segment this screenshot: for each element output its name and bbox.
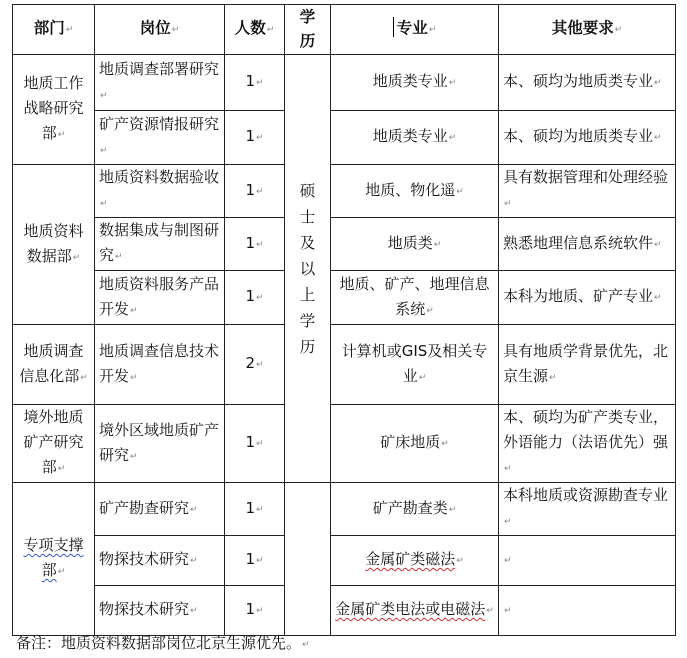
major-cell: 地质类专业↵	[331, 111, 499, 165]
count-cell: 1↵	[225, 111, 285, 165]
position-cell: 矿产资源情报研究↵	[95, 111, 225, 165]
dept-cell: 地质工作战略研究部↵	[13, 55, 95, 165]
count-cell: 1↵	[225, 218, 285, 271]
dept-cell: 境外地质矿产研究部↵	[13, 405, 95, 483]
other-cell: 本科为地质、矿产专业↵	[499, 271, 676, 325]
major-cell: 矿产勘查类↵	[331, 483, 499, 536]
table-row	[13, 218, 676, 271]
table-row	[13, 536, 676, 586]
position-cell: 物探技术研究↵	[95, 586, 225, 636]
count-cell: 1↵	[225, 536, 285, 586]
position-cell: 数据集成与制图研究↵	[95, 218, 225, 271]
major-cell: 矿床地质↵	[331, 405, 499, 483]
position-cell: 矿产勘查研究↵	[95, 483, 225, 536]
major-cell: 地质、矿产、地理信息系统↵	[331, 271, 499, 325]
education-cell-empty	[285, 483, 331, 636]
major-cell: 地质类↵	[331, 218, 499, 271]
position-cell: 物探技术研究↵	[95, 536, 225, 586]
position-cell: 境外区域地质矿产研究↵	[95, 405, 225, 483]
text-cursor	[393, 17, 394, 37]
other-cell: 本、硕均为地质类专业↵	[499, 55, 676, 111]
other-cell: 具有数据管理和处理经验↵	[499, 165, 676, 218]
position-cell: 地质资料数据验收↵	[95, 165, 225, 218]
count-cell: 1↵	[225, 55, 285, 111]
major-cell: 金属矿类磁法↵	[331, 536, 499, 586]
header-dept: 部门↵	[13, 5, 95, 55]
dept-cell: 专项支撑部↵	[13, 483, 95, 636]
count-cell: 1↵	[225, 586, 285, 636]
table-row	[13, 586, 676, 636]
other-cell: 本、硕均为地质类专业↵	[499, 111, 676, 165]
recruitment-table	[12, 4, 676, 636]
count-cell: 1↵	[225, 405, 285, 483]
header-count: 人数↵	[225, 5, 285, 55]
position-cell: 地质资料服务产品开发↵	[95, 271, 225, 325]
dept-cell: 地质资料数据部↵	[13, 165, 95, 325]
other-cell: ↵	[499, 586, 676, 636]
table-row	[13, 325, 676, 405]
other-cell: 熟悉地理信息系统软件↵	[499, 218, 676, 271]
other-cell: 具有地质学背景优先，北京生源↵	[499, 325, 676, 405]
count-cell: 2↵	[225, 325, 285, 405]
footnote: 备注：地质资料数据部岗位北京生源优先。↵	[16, 634, 310, 652]
count-cell: 1↵	[225, 483, 285, 536]
table-header-row	[13, 5, 676, 55]
header-other: 其他要求↵	[499, 5, 676, 55]
major-cell: 地质类专业↵	[331, 55, 499, 111]
table-row	[13, 271, 676, 325]
header-education: 学历	[285, 5, 331, 55]
table-row	[13, 165, 676, 218]
header-position: 岗位↵	[95, 5, 225, 55]
major-cell: 金属矿类电法或电磁法↵	[331, 586, 499, 636]
table-row	[13, 111, 676, 165]
major-cell: 计算机或GIS及相关专业↵	[331, 325, 499, 405]
other-cell: 本、硕均为矿产类专业，外语能力（法语优先）强↵	[499, 405, 676, 483]
other-cell: ↵	[499, 536, 676, 586]
position-cell: 地质调查部署研究↵	[95, 55, 225, 111]
header-major: 专业↵	[331, 5, 499, 55]
dept-cell: 地质调查信息化部↵	[13, 325, 95, 405]
major-cell: 地质、物化遥↵	[331, 165, 499, 218]
other-cell: 本科地质或资源勘查专业↵	[499, 483, 676, 536]
table-row	[13, 405, 676, 483]
count-cell: 1↵	[225, 271, 285, 325]
table-row	[13, 55, 676, 111]
position-cell: 地质调查信息技术开发↵	[95, 325, 225, 405]
education-cell: 硕士及以上学历	[285, 55, 331, 483]
table-row	[13, 483, 676, 536]
count-cell: 1↵	[225, 165, 285, 218]
